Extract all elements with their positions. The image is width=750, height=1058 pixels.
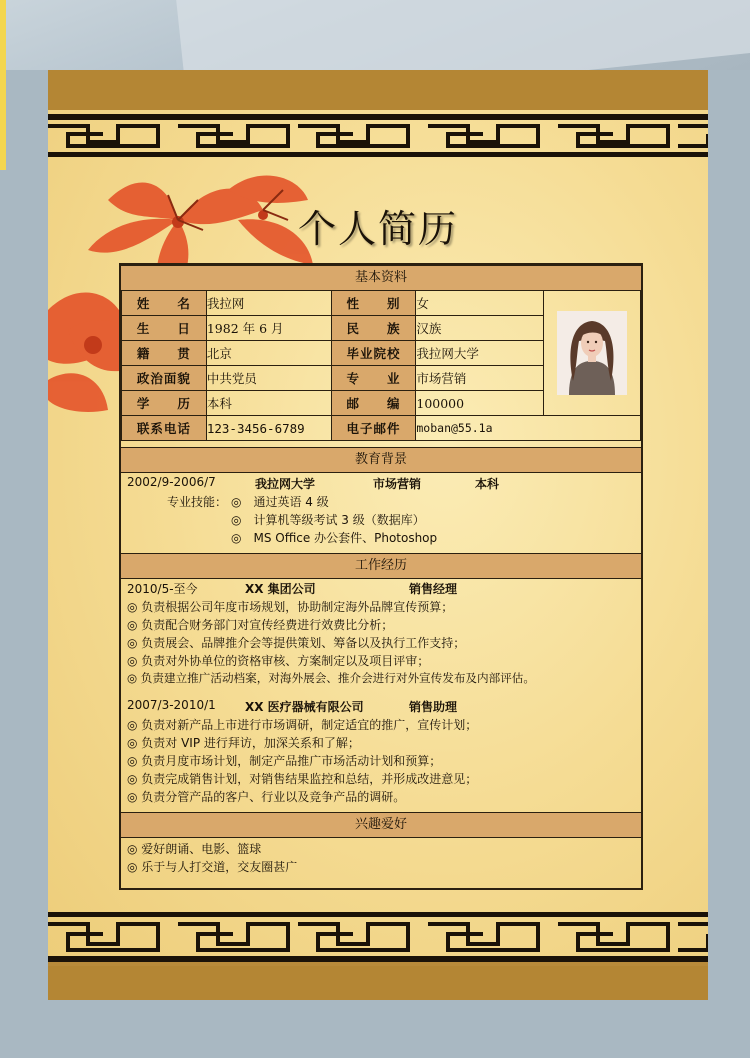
field-label: 邮 编	[331, 391, 416, 416]
field-label: 籍 贯	[122, 341, 207, 366]
field-label: 民 族	[331, 316, 416, 341]
bottom-band	[48, 966, 708, 1000]
field-label: 姓 名	[122, 291, 207, 316]
section-header-education: 教育背景	[121, 447, 641, 473]
table-row	[122, 291, 641, 316]
job-period: 2007/3-2010/1	[127, 698, 216, 712]
field-value: 汉族	[416, 316, 544, 341]
job-duty: ◎ 负责建立推广活动档案，对海外展会、推介会进行对外宣传发布及内部评估。	[127, 671, 535, 685]
field-value: moban@55.1a	[416, 416, 641, 441]
job-duty: ◎ 负责完成销售计划，对销售结果监控和总结，并形成改进意见；	[127, 772, 478, 786]
field-value: 北京	[206, 341, 331, 366]
job-duty: ◎ 负责分管产品的客户、行业以及竞争产品的调研。	[127, 790, 406, 804]
photo-cell	[544, 291, 641, 416]
lattice-border-top-icon	[48, 112, 708, 160]
field-value: 本科	[206, 391, 331, 416]
portrait-photo-icon	[557, 311, 627, 395]
job-duty: ◎ 负责对 VIP 进行拜访，加深关系和了解；	[127, 736, 360, 750]
job-company: XX 医疗器械有限公司	[245, 700, 364, 714]
basic-info-table	[121, 290, 641, 441]
section-header-basic: 基本资料	[121, 265, 641, 291]
page-title: 个人简历	[297, 207, 458, 251]
job-period: 2010/5-至今	[127, 582, 198, 596]
field-label: 专 业	[331, 366, 416, 391]
job-position: 销售经理	[409, 582, 458, 596]
field-label: 性 别	[331, 291, 416, 316]
background-accent	[0, 0, 6, 170]
job-duty: ◎ 负责根据公司年度市场规划，协助制定海外品牌宣传预算；	[127, 600, 454, 614]
field-label: 学 历	[122, 391, 207, 416]
table-row	[122, 416, 641, 441]
job-duty: ◎ 负责月度市场计划，制定产品推广市场活动计划和预算；	[127, 754, 442, 768]
field-value: 我拉网大学	[416, 341, 544, 366]
education-degree: 本科	[475, 477, 500, 491]
field-label: 毕业院校	[331, 341, 416, 366]
education-school: 我拉网大学	[255, 477, 316, 491]
lattice-border-bottom-icon	[48, 906, 708, 964]
job-duty: ◎ 负责配合财务部门对宣传经费进行效费比分析；	[127, 618, 394, 632]
field-value: 100000	[416, 391, 544, 416]
top-band	[48, 70, 708, 110]
skill-item: ◎ 通过英语 4 级	[231, 495, 329, 509]
section-header-work: 工作经历	[121, 553, 641, 579]
resume-frame	[119, 263, 643, 890]
field-value: 1982 年 6 月	[206, 316, 331, 341]
hobby-item: ◎ 乐于与人打交道，交友圈甚广	[127, 860, 298, 874]
skill-item: ◎ MS Office 办公套件、Photoshop	[231, 531, 438, 545]
field-label: 联系电话	[122, 416, 207, 441]
field-label: 政治面貌	[122, 366, 207, 391]
field-label: 电子邮件	[331, 416, 416, 441]
skills-label: 专业技能：	[167, 495, 228, 509]
skill-item: ◎ 计算机等级考试 3 级（数据库）	[231, 513, 425, 527]
hobby-item: ◎ 爱好朗诵、电影、篮球	[127, 842, 262, 856]
section-header-hobbies: 兴趣爱好	[121, 812, 641, 838]
job-company: XX 集团公司	[245, 582, 316, 596]
job-duty: ◎ 负责对新产品上市进行市场调研，制定适宜的推广，宣传计划；	[127, 718, 478, 732]
job-duty: ◎ 负责展会、品牌推介会等提供策划、筹备以及执行工作支持；	[127, 636, 466, 650]
education-period: 2002/9-2006/7	[127, 475, 216, 489]
field-value: 市场营销	[416, 366, 544, 391]
field-value: 我拉网	[206, 291, 331, 316]
resume-page	[48, 70, 708, 1000]
field-label: 生 日	[122, 316, 207, 341]
job-duty: ◎ 负责对外协单位的资格审核、方案制定以及项目评审；	[127, 654, 430, 668]
field-value: 中共党员	[206, 366, 331, 391]
job-position: 销售助理	[409, 700, 458, 714]
field-value: 123-3456-6789	[206, 416, 331, 441]
field-value: 女	[416, 291, 544, 316]
education-major: 市场营销	[373, 477, 422, 491]
